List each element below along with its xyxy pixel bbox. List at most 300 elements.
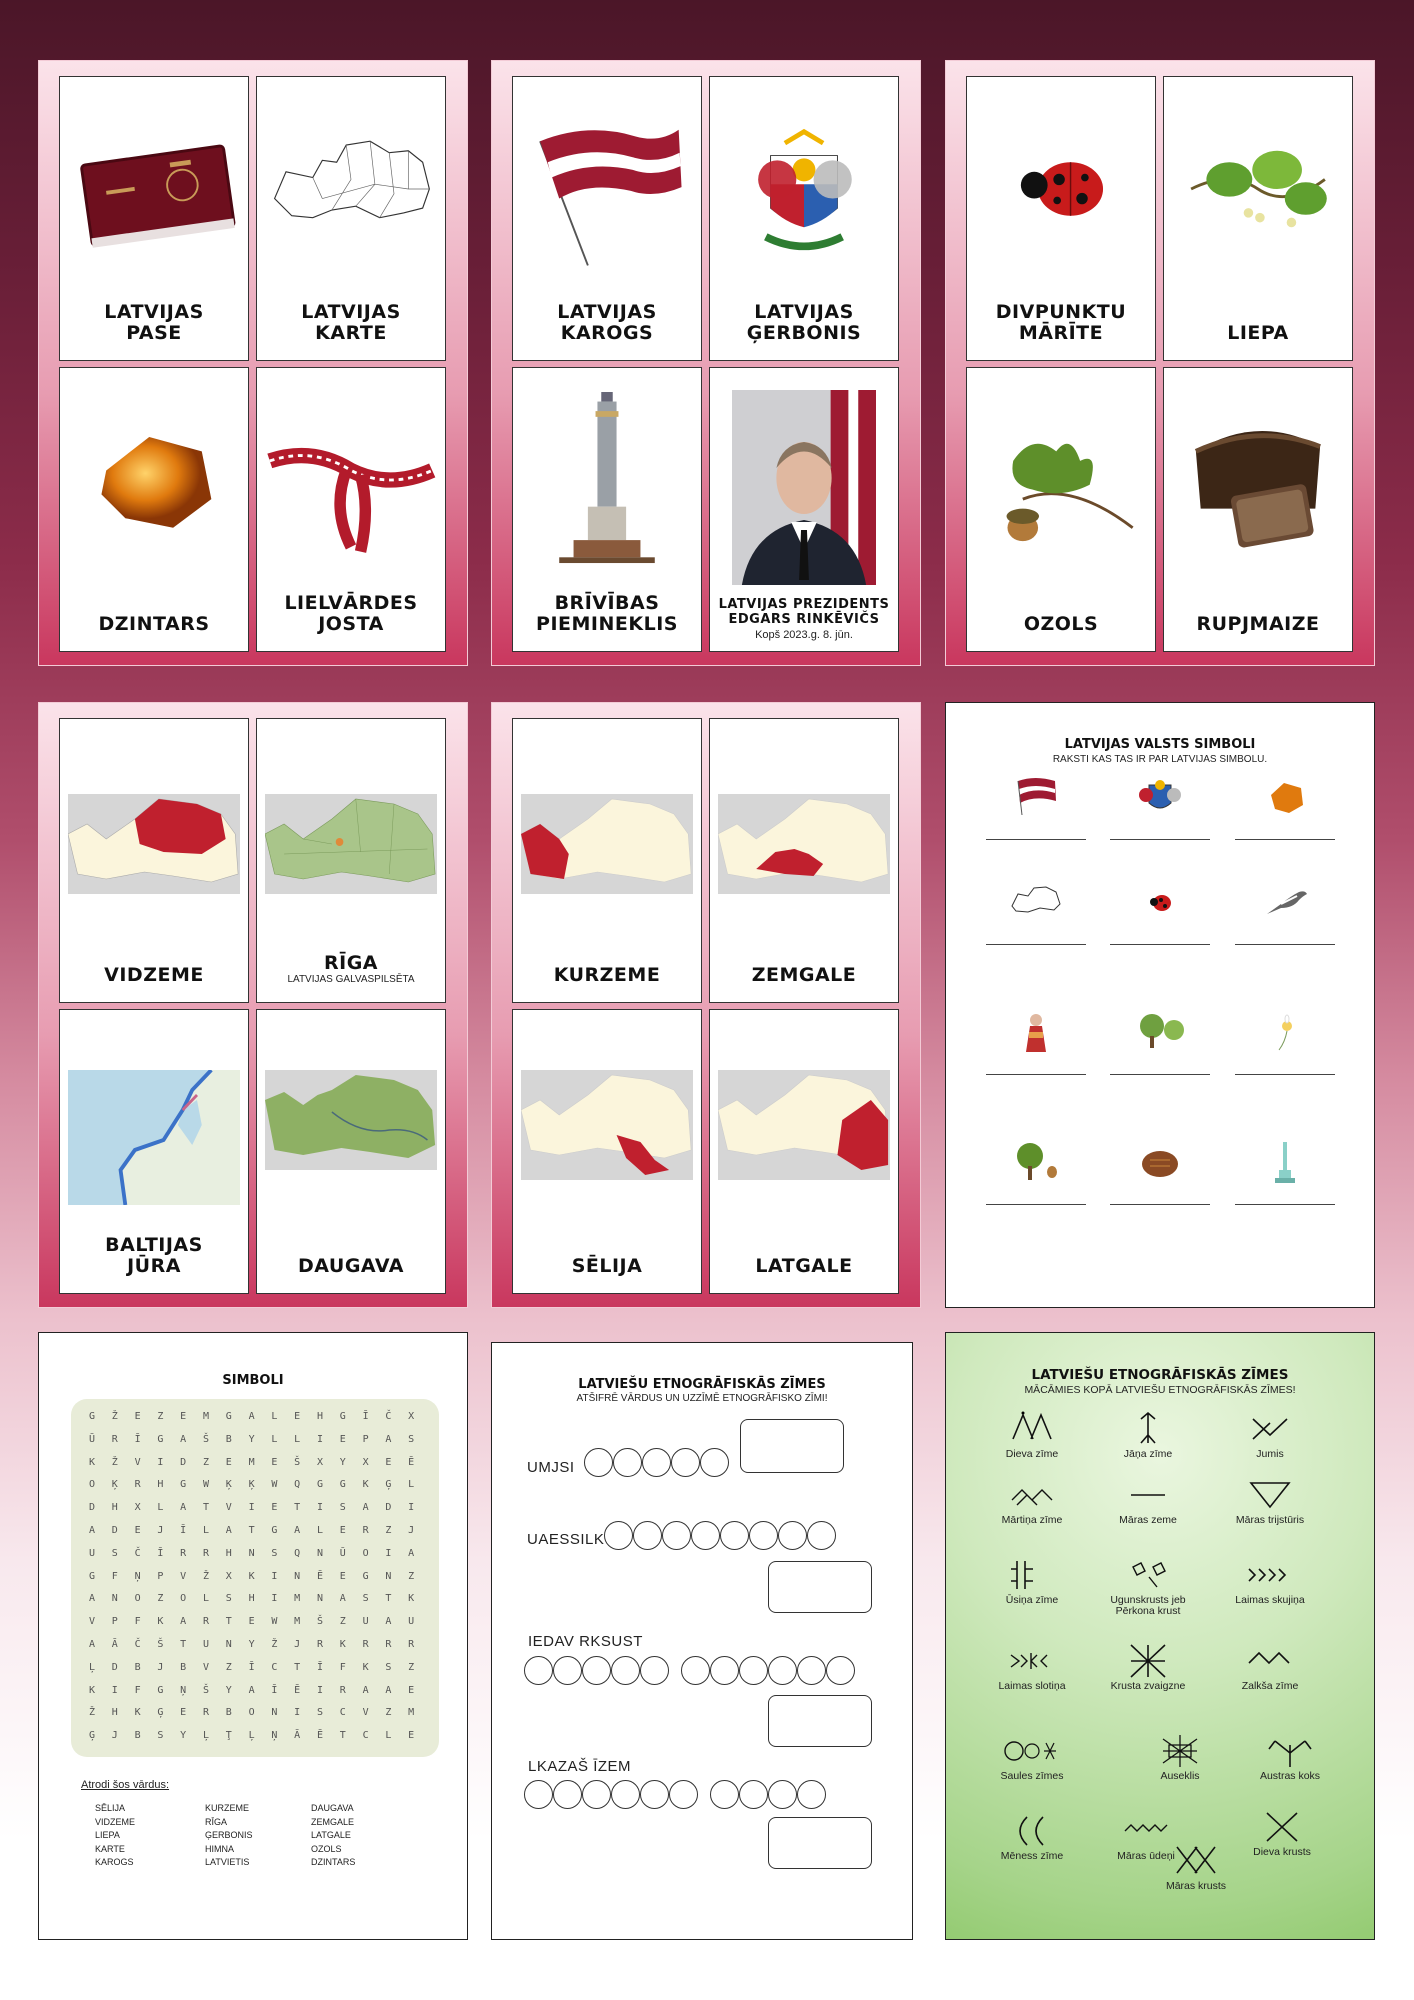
grid-letter[interactable]: Ņ <box>134 1570 141 1582</box>
letter-circle[interactable] <box>691 1521 720 1550</box>
grid-letter[interactable]: K <box>88 1456 96 1468</box>
answer-line[interactable] <box>1235 1074 1335 1075</box>
grid-letter[interactable]: Ģ <box>88 1730 96 1742</box>
grid-letter[interactable]: E <box>271 1456 278 1468</box>
grid-letter[interactable]: R <box>202 1616 210 1628</box>
grid-letter[interactable]: N <box>271 1707 278 1719</box>
letter-circle[interactable] <box>669 1780 698 1809</box>
grid-letter[interactable]: Q <box>294 1479 301 1491</box>
grid-letter[interactable]: Z <box>225 1661 232 1673</box>
grid-letter[interactable]: N <box>225 1639 232 1650</box>
etno-sign-icon <box>1007 1475 1057 1515</box>
etno-sign-icon <box>1245 1409 1295 1449</box>
grid-letter[interactable]: S <box>271 1547 278 1559</box>
letter-circle[interactable] <box>611 1656 640 1685</box>
answer-line[interactable] <box>1110 944 1210 945</box>
drawing-box[interactable] <box>768 1561 872 1613</box>
grid-letter[interactable]: Ž <box>202 1570 210 1582</box>
grid-letter[interactable]: M <box>294 1616 301 1628</box>
grid-letter[interactable]: P <box>111 1616 118 1628</box>
letter-circle[interactable] <box>671 1448 700 1477</box>
grid-letter[interactable]: N <box>316 1593 324 1605</box>
letter-circle[interactable] <box>807 1521 836 1550</box>
grid-letter[interactable]: X <box>134 1502 141 1514</box>
letter-circle[interactable] <box>768 1780 797 1809</box>
grid-letter[interactable]: K <box>408 1593 415 1605</box>
grid-letter[interactable]: N <box>385 1570 392 1582</box>
letter-circle[interactable] <box>710 1656 739 1685</box>
grid-letter[interactable]: T <box>248 1525 255 1536</box>
letter-circle[interactable] <box>553 1656 582 1685</box>
grid-letter[interactable]: I <box>316 1433 324 1445</box>
grid-letter[interactable]: E <box>248 1616 255 1628</box>
grid-letter[interactable]: I <box>271 1593 278 1605</box>
card-latvijas-pase <box>59 76 249 361</box>
grid-letter[interactable]: I <box>316 1684 324 1696</box>
grid-letter[interactable]: I <box>316 1502 324 1514</box>
grid-letter[interactable]: A <box>180 1502 187 1514</box>
grid-letter[interactable]: A <box>180 1616 187 1628</box>
grid-letter[interactable]: I <box>294 1707 301 1719</box>
grid-letter[interactable]: Y <box>225 1684 232 1696</box>
answer-line[interactable] <box>1110 1074 1210 1075</box>
grid-letter[interactable]: S <box>339 1502 346 1514</box>
grid-letter[interactable]: E <box>225 1456 232 1468</box>
region-selija-map <box>521 1070 693 1180</box>
grid-letter[interactable]: Ī <box>180 1525 187 1536</box>
grid-letter[interactable]: M <box>248 1456 255 1468</box>
grid-letter[interactable]: R <box>316 1639 324 1650</box>
letter-circle[interactable] <box>604 1521 633 1550</box>
grid-letter[interactable]: A <box>408 1547 415 1559</box>
grid-letter[interactable]: X <box>316 1456 324 1468</box>
grid-letter[interactable]: Z <box>385 1707 392 1719</box>
letter-circle[interactable] <box>640 1656 669 1685</box>
letter-circle[interactable] <box>633 1521 662 1550</box>
grid-letter[interactable]: Ţ <box>225 1730 232 1742</box>
letter-circle[interactable] <box>681 1656 710 1685</box>
grid-letter[interactable]: L <box>408 1479 415 1491</box>
word-list-item: DAUGAVA <box>311 1803 354 1813</box>
grid-letter[interactable]: C <box>271 1661 278 1673</box>
grid-letter[interactable]: J <box>408 1525 415 1536</box>
grid-letter[interactable]: Š <box>202 1433 210 1445</box>
grid-letter[interactable]: R <box>362 1525 369 1536</box>
grid-letter[interactable]: S <box>111 1547 118 1559</box>
grid-letter[interactable]: K <box>339 1639 346 1650</box>
answer-line[interactable] <box>986 1204 1086 1205</box>
grid-letter[interactable]: M <box>408 1707 415 1719</box>
grid-letter[interactable]: E <box>408 1684 415 1696</box>
grid-letter[interactable]: T <box>385 1593 392 1605</box>
grid-letter[interactable]: G <box>316 1479 324 1491</box>
card-label: LATVIJAS ĢERBONIS <box>746 301 862 344</box>
grid-letter[interactable]: R <box>180 1547 187 1559</box>
grid-letter[interactable]: M <box>294 1593 301 1605</box>
grid-letter[interactable]: Ū <box>88 1433 96 1445</box>
grid-letter[interactable]: Z <box>157 1593 164 1605</box>
grid-letter[interactable]: N <box>111 1593 118 1605</box>
grid-letter[interactable]: Ņ <box>271 1730 278 1742</box>
grid-letter[interactable]: G <box>271 1525 278 1536</box>
etno-sign-icon <box>1007 1641 1057 1681</box>
answer-line[interactable] <box>1235 1204 1335 1205</box>
grid-letter[interactable]: N <box>316 1547 324 1559</box>
grid-letter[interactable]: T <box>294 1502 301 1514</box>
card-label: LIEPA <box>1227 322 1289 344</box>
grid-letter[interactable]: Ņ <box>180 1684 187 1696</box>
letter-circle[interactable] <box>710 1780 739 1809</box>
grid-letter[interactable]: K <box>248 1570 255 1582</box>
grid-letter[interactable]: F <box>339 1661 346 1673</box>
letter-circle[interactable] <box>611 1780 640 1809</box>
grid-letter[interactable]: E <box>385 1456 392 1468</box>
grid-letter[interactable]: G <box>157 1684 164 1696</box>
word-list-item: KURZEME <box>205 1803 250 1813</box>
word-list-item: ĢERBONIS <box>205 1830 253 1840</box>
symbols-worksheet <box>945 702 1375 1308</box>
grid-letter[interactable]: M <box>202 1411 210 1422</box>
grid-letter[interactable]: U <box>408 1616 415 1628</box>
grid-letter[interactable]: H <box>248 1593 255 1605</box>
grid-letter[interactable]: V <box>225 1502 232 1514</box>
grid-letter[interactable]: A <box>362 1502 369 1514</box>
grid-letter[interactable]: L <box>202 1525 210 1536</box>
grid-letter[interactable]: G <box>88 1411 96 1422</box>
grid-letter[interactable]: Ķ <box>111 1479 118 1491</box>
grid-letter[interactable]: Ž <box>111 1456 118 1468</box>
grid-letter[interactable]: H <box>225 1547 232 1559</box>
grid-letter[interactable]: Y <box>248 1639 255 1650</box>
grid-letter[interactable]: E <box>271 1502 278 1514</box>
letter-circle[interactable] <box>524 1780 553 1809</box>
grid-letter[interactable]: V <box>134 1456 141 1468</box>
etno-sign-icon <box>1123 1555 1173 1595</box>
letter-circle[interactable] <box>797 1656 826 1685</box>
grid-letter[interactable]: W <box>271 1616 278 1628</box>
grid-letter[interactable]: G <box>339 1411 346 1422</box>
grid-letter[interactable]: E <box>339 1433 346 1445</box>
grid-letter[interactable]: Ģ <box>157 1707 164 1719</box>
grid-letter[interactable]: Š <box>294 1456 301 1468</box>
grid-letter[interactable]: S <box>385 1661 392 1673</box>
grid-letter[interactable]: A <box>294 1525 301 1536</box>
grid-letter[interactable]: G <box>225 1411 232 1422</box>
letter-circle[interactable] <box>524 1656 553 1685</box>
grid-letter[interactable]: R <box>111 1433 118 1445</box>
etno-sign-icon <box>1245 1475 1295 1515</box>
grid-letter[interactable]: N <box>248 1547 255 1559</box>
grid-letter[interactable]: A <box>180 1433 187 1445</box>
letter-circle[interactable] <box>700 1448 729 1477</box>
grid-letter[interactable]: A <box>248 1411 255 1422</box>
grid-letter[interactable]: I <box>271 1570 278 1582</box>
grid-letter[interactable]: H <box>111 1502 118 1514</box>
grid-letter[interactable]: J <box>294 1639 301 1650</box>
answer-line[interactable] <box>986 944 1086 945</box>
grid-letter[interactable]: Ē <box>316 1730 324 1742</box>
grid-letter[interactable]: F <box>111 1570 118 1582</box>
grid-letter[interactable]: K <box>134 1707 141 1719</box>
grid-letter[interactable]: Ī <box>362 1411 369 1422</box>
grid-letter[interactable]: Ē <box>408 1456 415 1468</box>
grid-letter[interactable]: O <box>180 1593 187 1605</box>
grid-letter[interactable]: K <box>362 1661 369 1673</box>
grid-letter[interactable]: D <box>385 1502 392 1514</box>
letter-circle[interactable] <box>826 1656 855 1685</box>
grid-letter[interactable]: L <box>271 1433 278 1445</box>
grid-letter[interactable]: I <box>157 1456 164 1468</box>
grid-letter[interactable]: D <box>180 1456 187 1468</box>
grid-letter[interactable]: C <box>339 1707 346 1719</box>
wordsearch-title: SIMBOLI <box>222 1373 284 1388</box>
grid-letter[interactable]: O <box>362 1547 369 1559</box>
grid-letter[interactable]: Ļ <box>88 1661 96 1673</box>
card-label: LIELVĀRDES JOSTA <box>284 592 418 635</box>
grid-letter[interactable]: G <box>362 1570 369 1582</box>
grid-letter[interactable]: Y <box>180 1730 187 1742</box>
grid-letter[interactable]: Ī <box>157 1547 164 1559</box>
grid-letter[interactable]: S <box>362 1593 369 1605</box>
grid-letter[interactable]: Ā <box>111 1639 118 1650</box>
drawing-box[interactable] <box>768 1695 872 1747</box>
grid-letter[interactable]: O <box>134 1593 141 1605</box>
grid-letter[interactable]: C <box>362 1730 369 1742</box>
letter-circle[interactable] <box>582 1780 611 1809</box>
letter-circle[interactable] <box>739 1780 768 1809</box>
etno-symbol-label: Jāņa zīme <box>1123 1448 1173 1460</box>
answer-line[interactable] <box>1235 839 1335 840</box>
grid-letter[interactable]: E <box>339 1525 346 1536</box>
grid-letter[interactable]: I <box>111 1684 118 1696</box>
grid-letter[interactable]: I <box>408 1502 415 1514</box>
grid-letter[interactable]: E <box>294 1411 301 1422</box>
letter-circle[interactable] <box>553 1780 582 1809</box>
grid-letter[interactable]: Ī <box>134 1433 141 1445</box>
grid-letter[interactable]: G <box>157 1433 164 1445</box>
card-label: OZOLS <box>1023 613 1099 635</box>
letter-circle[interactable] <box>797 1780 826 1809</box>
grid-letter[interactable]: J <box>111 1730 118 1742</box>
grid-letter[interactable]: Ī <box>271 1684 278 1696</box>
grid-letter[interactable]: W <box>202 1479 210 1491</box>
grid-letter[interactable]: A <box>385 1616 392 1628</box>
grid-letter[interactable]: I <box>385 1547 392 1559</box>
grid-letter[interactable]: Ē <box>316 1570 324 1582</box>
grid-letter[interactable]: R <box>408 1639 415 1650</box>
drawing-box[interactable] <box>768 1817 872 1869</box>
grid-letter[interactable]: E <box>134 1525 141 1536</box>
grid-letter[interactable]: R <box>385 1639 392 1650</box>
grid-letter[interactable]: A <box>225 1525 232 1536</box>
grid-letter[interactable]: U <box>202 1639 210 1650</box>
grid-letter[interactable]: U <box>362 1616 369 1628</box>
grid-letter[interactable]: O <box>88 1479 96 1491</box>
grid-letter[interactable]: H <box>157 1479 164 1491</box>
grid-letter[interactable]: Z <box>157 1411 164 1422</box>
grid-letter[interactable]: Q <box>294 1547 301 1559</box>
grid-letter[interactable]: O <box>248 1707 255 1719</box>
letter-circle[interactable] <box>778 1521 807 1550</box>
grid-letter[interactable]: A <box>88 1593 96 1605</box>
grid-letter[interactable]: X <box>408 1411 415 1422</box>
grid-letter[interactable]: Z <box>339 1616 346 1628</box>
drawing-box[interactable] <box>740 1419 844 1473</box>
grid-letter[interactable]: B <box>134 1661 141 1673</box>
grid-letter[interactable]: V <box>362 1707 369 1719</box>
grid-letter[interactable]: G <box>88 1570 96 1582</box>
grid-letter[interactable]: L <box>157 1502 164 1514</box>
grid-letter[interactable]: V <box>180 1570 187 1582</box>
grid-letter[interactable]: Ķ <box>225 1479 232 1491</box>
grid-letter[interactable]: Ē <box>294 1684 301 1696</box>
grid-letter[interactable]: I <box>248 1502 255 1514</box>
grid-letter[interactable]: Z <box>408 1661 415 1673</box>
grid-letter[interactable]: H <box>316 1411 324 1422</box>
grid-letter[interactable]: S <box>225 1593 232 1605</box>
letter-circle[interactable] <box>768 1656 797 1685</box>
grid-letter[interactable]: E <box>408 1730 415 1742</box>
grid-letter[interactable]: S <box>157 1730 164 1742</box>
letter-circle[interactable] <box>662 1521 691 1550</box>
letter-circle[interactable] <box>739 1656 768 1685</box>
letter-circle[interactable] <box>720 1521 749 1550</box>
grid-letter[interactable]: Ī <box>248 1661 255 1673</box>
answer-line[interactable] <box>1235 944 1335 945</box>
grid-letter[interactable]: D <box>111 1661 118 1673</box>
grid-letter[interactable]: K <box>157 1616 164 1628</box>
grid-letter[interactable]: J <box>157 1525 164 1536</box>
grid-letter[interactable]: Ž <box>111 1411 118 1422</box>
grid-letter[interactable]: S <box>316 1707 324 1719</box>
grid-letter[interactable]: Ļ <box>202 1730 210 1742</box>
grid-letter[interactable]: S <box>408 1433 415 1445</box>
grid-letter[interactable]: Č <box>134 1639 141 1650</box>
letter-circle[interactable] <box>640 1780 669 1809</box>
grid-letter[interactable]: T <box>225 1616 232 1628</box>
grid-letter[interactable]: A <box>385 1684 392 1696</box>
grid-letter[interactable]: L <box>271 1411 278 1422</box>
answer-line[interactable] <box>986 1074 1086 1075</box>
letter-circle[interactable] <box>613 1448 642 1477</box>
grid-letter[interactable]: X <box>362 1456 369 1468</box>
grid-letter[interactable]: Š <box>157 1639 164 1650</box>
grid-letter[interactable]: U <box>88 1547 96 1559</box>
grid-letter[interactable]: A <box>362 1684 369 1696</box>
grid-letter[interactable]: Ž <box>88 1707 96 1719</box>
grid-letter[interactable]: V <box>88 1616 96 1628</box>
grid-letter[interactable]: X <box>225 1570 232 1582</box>
grid-letter[interactable]: T <box>202 1502 210 1514</box>
word-list-item: SĒLIJA <box>95 1803 126 1813</box>
grid-letter[interactable]: B <box>225 1707 232 1719</box>
grid-letter[interactable]: Ā <box>294 1730 301 1742</box>
grid-letter[interactable]: W <box>271 1479 278 1491</box>
grid-letter[interactable]: H <box>111 1707 118 1719</box>
grid-letter[interactable]: K <box>362 1479 369 1491</box>
grid-letter[interactable]: A <box>339 1593 346 1605</box>
grid-letter[interactable]: D <box>88 1502 96 1514</box>
letter-circle[interactable] <box>642 1448 671 1477</box>
grid-letter[interactable]: N <box>294 1570 301 1582</box>
grid-letter[interactable]: T <box>339 1730 346 1742</box>
grid-letter[interactable]: V <box>202 1661 210 1673</box>
grid-letter[interactable]: A <box>385 1433 392 1445</box>
grid-letter[interactable]: F <box>134 1684 141 1696</box>
grid-letter[interactable]: E <box>180 1707 187 1719</box>
scrambled-word: UMJSI <box>527 1459 575 1476</box>
grid-letter[interactable]: Ļ <box>248 1730 255 1742</box>
grid-letter[interactable]: B <box>225 1433 232 1445</box>
grid-letter[interactable]: T <box>180 1639 187 1650</box>
grid-letter[interactable]: L <box>294 1433 301 1445</box>
grid-letter[interactable]: E <box>339 1570 346 1582</box>
grid-letter[interactable]: Z <box>385 1525 392 1536</box>
grid-letter[interactable]: Ū <box>339 1547 346 1559</box>
grid-letter[interactable]: T <box>294 1661 301 1673</box>
grid-letter[interactable]: E <box>134 1411 141 1422</box>
letter-circle[interactable] <box>584 1448 613 1477</box>
grid-letter[interactable]: R <box>134 1479 141 1491</box>
grid-letter[interactable]: L <box>316 1525 324 1536</box>
grid-letter[interactable]: P <box>362 1433 369 1445</box>
grid-letter[interactable]: Š <box>316 1616 324 1628</box>
grid-letter[interactable]: Č <box>385 1411 392 1422</box>
etno-symbol-label: Jumis <box>1256 1448 1284 1460</box>
grid-letter[interactable]: Y <box>248 1433 255 1445</box>
grid-letter[interactable]: J <box>157 1661 164 1673</box>
grid-letter[interactable]: Z <box>202 1456 210 1468</box>
answer-line[interactable] <box>1110 1204 1210 1205</box>
answer-line[interactable] <box>1110 839 1210 840</box>
etno-sign-icon <box>1007 1409 1057 1449</box>
grid-letter[interactable]: L <box>385 1730 392 1742</box>
word-list-item: ZEMGALE <box>311 1816 355 1827</box>
grid-letter[interactable]: G <box>180 1479 187 1491</box>
grid-letter[interactable]: P <box>157 1570 164 1582</box>
grid-letter[interactable]: R <box>362 1639 369 1650</box>
grid-letter[interactable]: Ī <box>316 1661 324 1673</box>
grid-letter[interactable]: B <box>180 1661 187 1673</box>
grid-letter[interactable]: G <box>339 1479 346 1491</box>
grid-letter[interactable]: D <box>111 1525 118 1536</box>
letter-circle[interactable] <box>749 1521 778 1550</box>
grid-letter[interactable]: R <box>202 1547 210 1559</box>
grid-letter[interactable]: Ķ <box>248 1479 255 1491</box>
region-kurzeme-map <box>521 794 693 894</box>
grid-letter[interactable]: Ž <box>271 1639 278 1650</box>
grid-letter[interactable]: A <box>88 1639 96 1650</box>
answer-line[interactable] <box>986 839 1086 840</box>
grid-letter[interactable]: B <box>134 1730 141 1742</box>
grid-letter[interactable]: Y <box>339 1456 346 1468</box>
grid-letter[interactable]: Š <box>202 1684 210 1696</box>
grid-letter[interactable]: Č <box>134 1547 141 1559</box>
etno-subtitle: MĀCĀMIES KOPĀ LATVIEŠU ETNOGRĀFISKĀS ZĪMES! <box>1024 1384 1296 1396</box>
grid-letter[interactable]: K <box>88 1684 96 1696</box>
grid-letter[interactable]: L <box>202 1593 210 1605</box>
letter-circle[interactable] <box>582 1656 611 1685</box>
grid-letter[interactable]: Ģ <box>385 1479 392 1491</box>
grid-letter[interactable]: E <box>180 1411 187 1422</box>
grid-letter[interactable]: R <box>202 1707 210 1719</box>
grid-letter[interactable]: Z <box>408 1570 415 1582</box>
grid-letter[interactable]: A <box>88 1525 96 1536</box>
grid-letter[interactable]: R <box>339 1684 346 1696</box>
grid-letter[interactable]: F <box>134 1616 141 1628</box>
grid-letter[interactable]: A <box>248 1684 255 1696</box>
etno-symbol-label: Saules zīmes <box>1000 1770 1064 1782</box>
